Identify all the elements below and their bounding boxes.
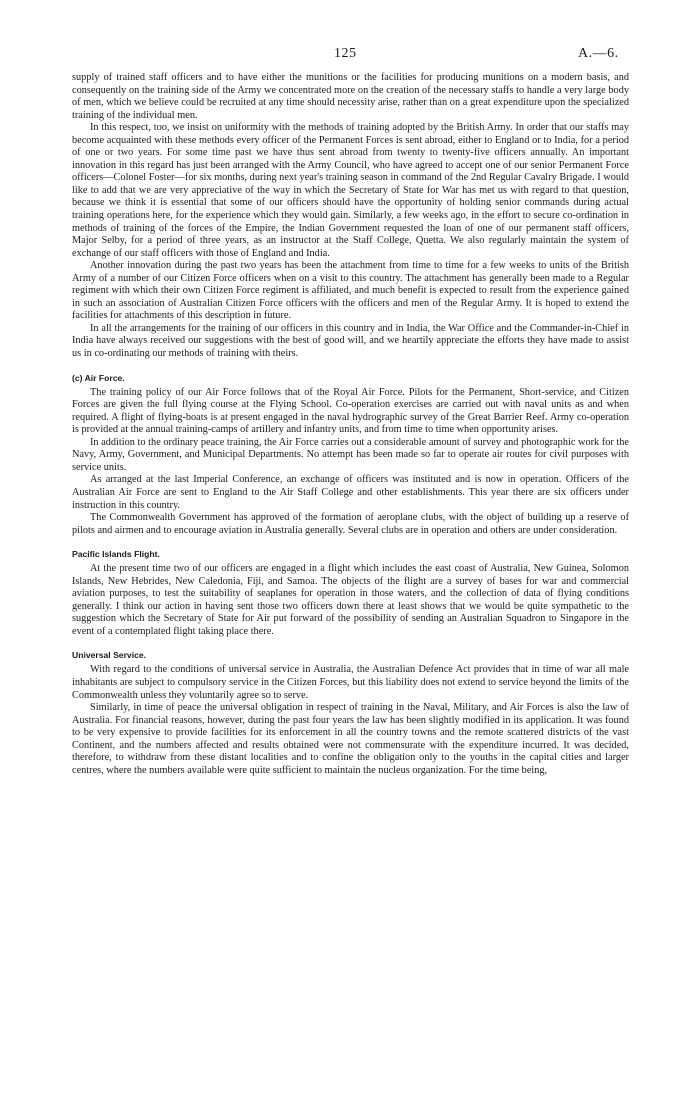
paragraph: In all the arrangements for the training of our officers in this country and in India, the War Office and the Commander-in-Chief in India have always received our suggestions with the best of good will, and we heartily appreciate the efforts they have made to assist us in co-ordinating our methods of training with theirs. bbox=[72, 322, 629, 360]
paragraph: In this respect, too, we insist on uniformity with the methods of training adopted by the British Army. In order that our staffs may become acquainted with these methods every officer of the Permanent Forces is sent abroad, either to England or to India, for a period of one or two years. For some time past we have thus sent abroad from twenty to twenty-five officers annually. An important innovation in this regard has just been arranged with the Army Council, who have agreed to accept one of our senior Permanent Force officers—Colonel Foster—for six months, during next year's training season in command of the 2nd Regular Cavalry Brigade. I would like to add that we are very appreciative of the way in which the Secretary of State for War has met us with regard to that question, because we think it is essential that some of our officers should have the opportunity of holding senior commands during actual training operations here, for the experience which they would gain. Similarly, a few weeks ago, in the effort to secure co-ordination in methods of training of the forces of the Empire, the Indian Government requested the loan of one of our permanent staff officers, Major Selby, for a period of three years, as an instructor at the Staff College, Quetta. We also regularly maintain the system of exchange of our staff officers with those of England and India. bbox=[72, 122, 629, 259]
paragraph: Similarly, in time of peace the universal obligation in respect of training in the Naval, Military, and Air Forces is also the law of Australia. For financial reasons, however, during the past four years the law has been slightly modified in its application. It was found to be very expensive to provide facilities for its enforcement in all the country towns and the remote scattered districts of the vast Continent, and the numbers affected and results obtained were not commensurate with the expenditure incurred. It was decided, therefore, to withdraw from these distant localities and to confine the obligation only to the youths in the capital cities and larger centres, where the numbers available were quite sufficient to maintain the nucleus organization. For the time being, bbox=[72, 702, 629, 776]
paragraph: In addition to the ordinary peace training, the Air Force carries out a considerable amount of survey and photographic work for the Navy, Army, Government, and Municipal Departments. No attempt has been made so far to operate air routes for civil purposes with service units. bbox=[72, 436, 629, 473]
page-header bbox=[0, 46, 700, 62]
section-universal-service bbox=[72, 650, 629, 777]
paragraph: As arranged at the last Imperial Conference, an exchange of officers was instituted and is now in operation. Officers of the Australian Air Force are sent to England to the Air Staff College and other establishments. This year there are six officers under instruction in this country. bbox=[72, 474, 629, 511]
paragraph: Another innovation during the past two years has been the attachment from time to time for a few weeks to units of the British Army of a number of our Citizen Force officers when on a visit to this country. The attachment has generally been made to a Regular regiment with which their own Citizen Force regiment is affiliated, and much benefit is expected to result from the experience gained in such an association of Australian Citizen Force officers with the officers and men of the Regular Army. It is hoped to extend the facilities for attachments of this description in future. bbox=[72, 260, 629, 322]
document-reference: A.—6. bbox=[578, 46, 619, 61]
section-air-force bbox=[72, 373, 629, 538]
paragraph: The training policy of our Air Force follows that of the Royal Air Force. Pilots for the Permanent, Short-service, and Citizen Forces are given the full flying course at the Flying School. Co-operation exercises are carried out with naval units as and when required. A flight of flying-boats is at present engaged in the naval hydrographic survey of the Great Barrier Reef. Army co-operation is provided at the annual training-camps of artillery and infantry units, and from time to time when opportunity arises. bbox=[72, 386, 629, 436]
page-number: 125 bbox=[334, 46, 357, 61]
paragraph: The Commonwealth Government has approved of the formation of aeroplane clubs, with the object of building up a reserve of pilots and airmen and to encourage aviation in Australia generally. Several clubs are in operation and others are under consideration. bbox=[72, 512, 629, 536]
section-heading: Universal Service. bbox=[72, 650, 147, 661]
paragraph: With regard to the conditions of universal service in Australia, the Australian Defence Act provides that in time of war all male inhabitants are subject to compulsory service in the Citizen Forces, but this liability does not extend to service beyond the limits of the Commonwealth unless they voluntarily agree so to serve. bbox=[72, 664, 629, 701]
section-army-training bbox=[72, 72, 629, 361]
paragraph: At the present time two of our officers are engaged in a flight which includes the east coast of Australia, New Guinea, Solomon Islands, New Hebrides, New Caledonia, Fiji, and Samoa. The objects of the flight are a survey of bases for war and commercial aviation purposes, to test the suitability of seaplanes for operation in those waters, and the collection of data of flying conditions generally. I think our action in having sent those two officers down there at least shows that we would be quite sympathetic to the suggestion which the Secretary of State for Air put forward of the possibility of sending an Australian Squadron to Singapore in the event of a contemplated flight taking place there. bbox=[72, 563, 629, 637]
section-heading: Pacific Islands Flight. bbox=[72, 549, 160, 560]
section-pacific-islands-flight bbox=[72, 549, 629, 638]
section-heading: (c) Air Force. bbox=[72, 372, 125, 383]
document-body bbox=[72, 72, 629, 777]
paragraph: supply of trained staff officers and to have either the munitions or the facilities for producing munitions on a modern basis, and consequently on the training side of the Army we concentrated more on the creation of the necessary staffs to handle a very large body of men, which we believe could be recruited at any time should necessity arise, rather than on a great expenditure upon the specialized training of the individual men. bbox=[72, 72, 629, 121]
